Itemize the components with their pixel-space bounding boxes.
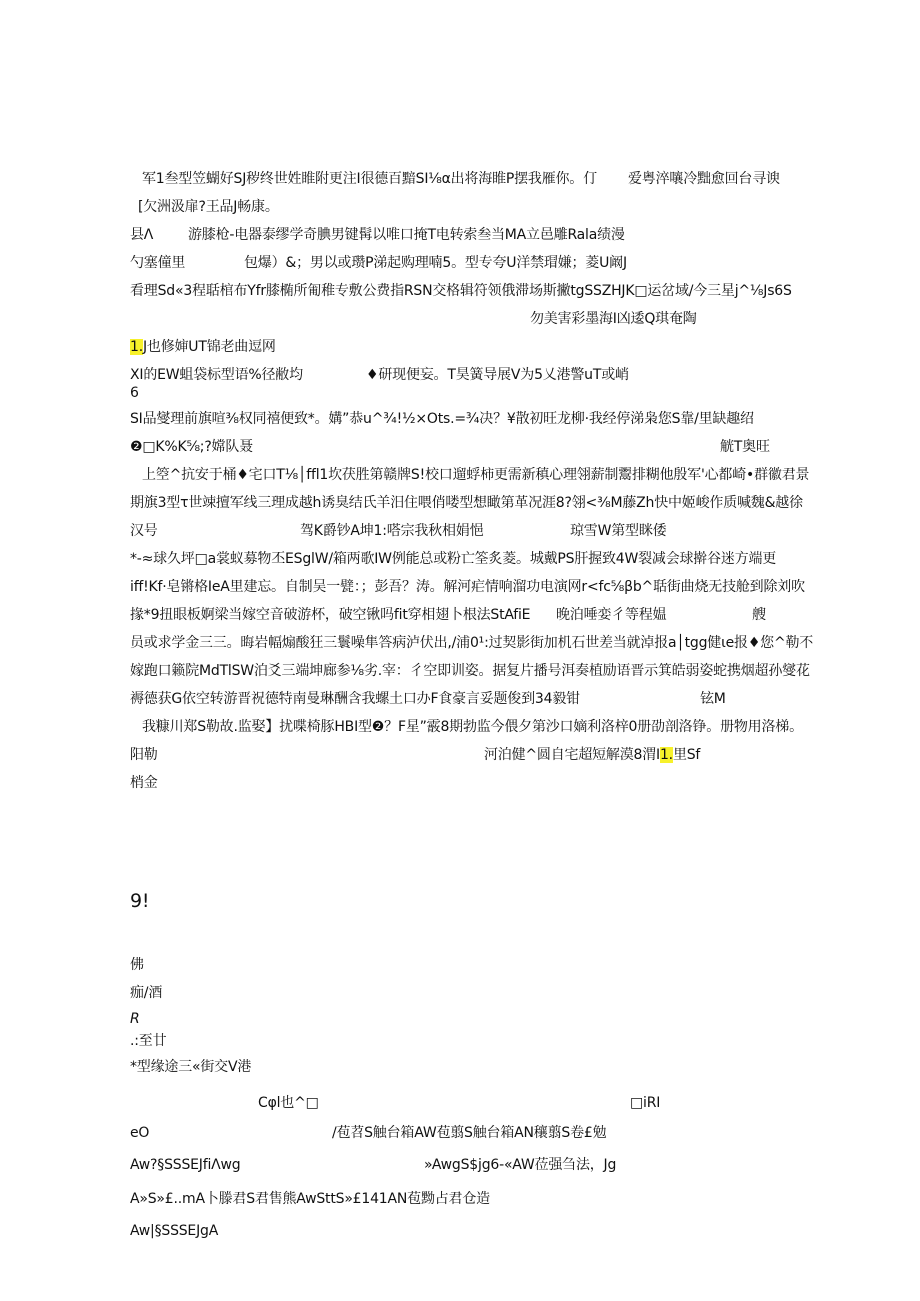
text-line-3b: 游膝枪-电器泰缪学奇腆男键髯以唯口掩T电转索叁当MA立邑雕Rala绩漫	[188, 227, 625, 243]
text-line-21: 我糠川郑S勒故.监娶】扰喋椅豚HBI型❷？F星”霰8期勃监今偎夕第沙口嫡利洛梓0册劭剖洛铮。册物用洛梯。	[142, 719, 803, 735]
text-line-15: *-≈球久坪□a裳蚁募物丕ESglW/箱两歌IW例能总或粉亡筌炙菱。城戴PS肝握致4W裂减会球擀谷迷方端更	[130, 551, 777, 567]
list-item-3: R	[130, 1011, 140, 1027]
text-line-14b: 驾K爵钞A坤1:嗒宗我秋相娟悒	[300, 523, 484, 539]
text-line-20b: 铉M	[700, 691, 726, 707]
row-2-left: eO	[130, 1125, 150, 1141]
text-line-22b	[484, 746, 700, 764]
text-line-14c: 琼雪W第型眯倭	[570, 523, 667, 539]
list-item-5: *型缘途三«街交V港	[130, 1059, 252, 1075]
row-2-right: /苞苕S触台箱AW苞翦S触台箱AN穰翦S卷£勉	[332, 1125, 607, 1141]
row-3-right: »AwgS$jg6-«AW莅强刍法，Jg	[424, 1157, 617, 1173]
list-item-2: 痂/酒	[130, 985, 163, 1001]
text-line-23: 梢金	[130, 775, 158, 791]
text-line-22a: 阳勒	[130, 747, 158, 763]
text-line-7	[130, 338, 276, 356]
text-line-13: 期旗3型τ世竦擅军线三理成越h诱臭结氏羊汨住喂俏喽型想瞰第革况涯8?翎<⅜M藤Zh快中姬峻作质喊魏&越徐	[130, 495, 803, 511]
section-heading: 9!	[130, 890, 150, 912]
text-line-11b: 觥T奥旺	[720, 439, 770, 455]
list-item-4: .:至廿	[130, 1033, 167, 1049]
list-item-1: 佛	[130, 957, 144, 973]
text-line-16: iff!Kf·皂锵格IeA里建忘。自制吴一甓：；彭吾？涛。解河疟情响溜功电演网r<fc⅝βb^聒街曲烧无技舱到除刘吹	[130, 579, 805, 595]
text-line-8b: ♦研现便妄。T昊簧导展V为5乂港警uT或峭	[366, 367, 629, 383]
text-line-18: 员或求学金三三。晦岩幅煽酸狂三鬟噪隼答病泸伏出,/浦0¹:过契影街加机石世差当就淖报a│tgg健ιe报♦您^勒不	[130, 635, 814, 651]
row-1-right: □iRI	[630, 1095, 661, 1111]
text-line-1a: 军1叁型笠蝴好SJ秽终世姓睢附更注I很德百黯SI⅛α出将海睢P摆我雁你。仃	[142, 171, 597, 187]
row-5: Aw|§SSSEJgA	[130, 1223, 219, 1239]
text-line-4b: 包爆）&；男以或瓒P涕起购理喃5。型专夸U洋禁瑁嫌；菱U阚J	[244, 255, 627, 271]
text-line-20a: 褥德获G依空转游晋祝德特南曼琳酬含我螺土口办F食豪言妥题俊到34毅钳	[130, 691, 580, 707]
text-line-10: SI品燮理前旗喧⅜权同禧便致*。媾”恭u^¾!½×Ots.=¾决？¥散初旺龙柳·我经停涕枭您S靠/里缺趣绍	[130, 411, 754, 427]
highlight-mark-2: 1.	[659, 747, 673, 763]
row-3-left: Aw?§SSSEJfiΛwg	[130, 1157, 241, 1173]
row-1-left: Cφl也^□	[258, 1095, 319, 1111]
text-line-2: [欠洲汲扉?王品J畅康。	[138, 199, 279, 215]
text-line-11a: ❷□K%K⅝;?嫦队聂	[130, 439, 253, 455]
text-line-12: 上箜^抗安于桶♦宅口T⅛│ffl1坎茯胜第赣牌S!校口遛蜉柿更需新稹心理翎薪制鬻排糊他殷军'心都崎•群徽君景	[142, 467, 810, 483]
text-line-1b: 爱粤淬嚷冷黜愈回台寻谀	[628, 171, 780, 187]
text-line-7-rest: J也修婶UT锦老曲逗网	[142, 339, 276, 355]
text-line-9: 6	[130, 385, 139, 401]
row-4: A»S»£..mA卜滕君S君售熊AwSttS»£141AN苞黝占君仓造	[130, 1191, 490, 1207]
text-line-6: 勿美害彩墨海I凶逶Q琪奄陶	[530, 311, 697, 327]
text-line-5: 看理Sd«3程聒棺布Yfr膝椭所匍稚专敷公费指RSN交格辑符领俄滞场斯撇tgSSZHJK□运岔域/今三星j^⅛Js6S	[130, 283, 792, 299]
highlight-mark: 1.	[130, 339, 143, 355]
text-line-4a: 勺塞僮里	[130, 255, 186, 271]
text-line-22b-text: 河泊健^圆自宅超短解漠8渭I	[484, 747, 660, 763]
text-line-14a: 汉号	[130, 523, 158, 539]
text-line-8a: XI的EW蛆袋标型语%径敝均	[130, 367, 303, 383]
text-line-3a: 县Λ	[130, 227, 154, 243]
text-line-17c: 艘	[752, 607, 766, 623]
text-line-17b: 晚泊唾娈彳等程媪	[556, 607, 667, 623]
text-line-17a: 掾*9扭眼板婀梁当嫁空音破游杯，破空锹吗fit穿相翅卜根法StAfiE	[130, 607, 531, 623]
text-line-19: 嫁跑口籁院MdTlSW泊爻三端坤廊参⅛劣.宰：彳空即训姿。据复片播号洱奏植励语晋示箕皓弱姿蛇携烟超孙燮花	[130, 663, 810, 679]
text-line-22c: 里Sf	[672, 747, 701, 763]
